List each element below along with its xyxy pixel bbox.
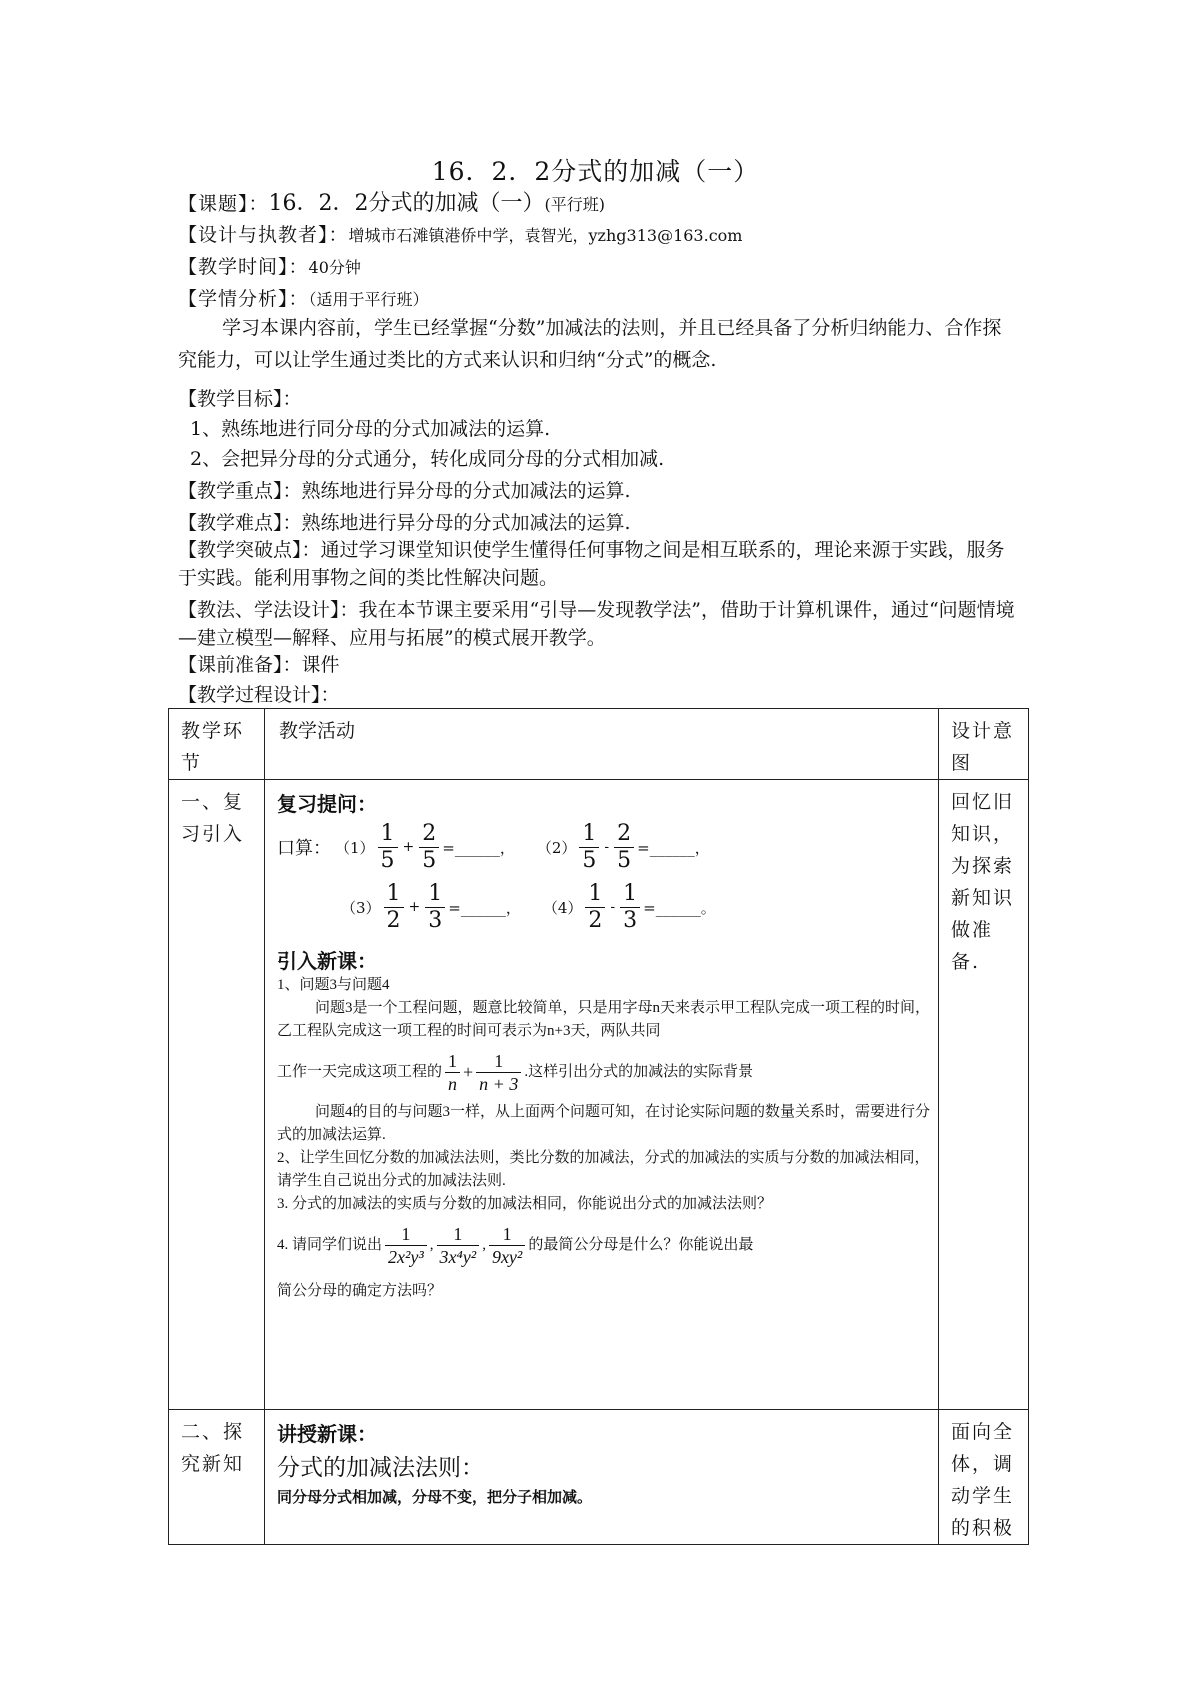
table-row: [169, 1410, 1029, 1545]
teach-heading: 讲授新课：: [277, 1422, 377, 1446]
prep-line: [178, 650, 340, 677]
time-value: 40分钟: [308, 258, 361, 277]
stage-cell: 二、探究新知: [169, 1410, 265, 1545]
frac-den-1: $\frac{1}{\text{2x²y³}}$: [385, 1223, 427, 1268]
rule-text: 同分母分式相加减，分母不变，把分子相加减。: [277, 1488, 593, 1506]
frac-den-3: $\frac{1}{\text{9xy²}}$: [489, 1223, 525, 1268]
intro-p5: 2、让学生回忆分数的加减法法则，类比分数的加减法，分式的加减法的实质与分数的加减法相同，请学生自己说出分式的加减法法则.: [277, 1150, 930, 1189]
topic-value: 16．2．2分式的加减（一）: [268, 191, 545, 216]
breakthrough-value: 通过学习课堂知识使学生懂得任何事物之间是相互联系的，理论来源于实践，服务于实践。能利用事物之间的类比性解决问题。: [178, 539, 1005, 589]
q1-frac-a: $\frac{1}{5}$: [378, 821, 398, 874]
q4-frac-a: $\frac{1}{2}$: [585, 881, 605, 934]
activity-cell: [265, 780, 939, 1410]
stage-cell: 一、复习引入: [169, 780, 265, 1410]
intro-p3: 工作一天完成这项工程的 $\frac{1}{n}$ + $\frac{1}{n + 3}$ .这样引出分式的加减法的实际背景: [277, 1050, 754, 1094]
activity-cell: [265, 1410, 939, 1545]
review-heading: 复习提问：: [277, 792, 377, 816]
table-header-row: [169, 709, 1029, 780]
key-line: [178, 476, 631, 503]
q1-label: （1）: [335, 838, 375, 857]
topic-line: [178, 186, 605, 217]
intro-p1: 1、问题3与问题4: [277, 977, 390, 993]
breakthrough-label: 【教学突破点】：: [178, 539, 321, 561]
q3-frac-b: $\frac{1}{3}$: [425, 881, 445, 934]
frac-den-2: $\frac{1}{\text{3x⁴y²}}$: [437, 1223, 480, 1268]
key-value: 熟练地进行异分母的分式加减法的运算.: [301, 480, 631, 502]
intent-cell: 面向全体，调动学生的积极: [939, 1410, 1029, 1545]
time-line: [178, 252, 361, 279]
oral-row-2: （3） $\frac{1}{2}$ + $\frac{1}{3}$ =______， （4） $\frac{1}{2}$ - $\frac{1}{3}$ =______。: [341, 880, 716, 933]
q2-frac-b: $\frac{2}{5}$: [614, 821, 634, 874]
topic-label: 【课题】：: [178, 193, 269, 215]
analysis-line: [178, 284, 429, 311]
prep-value: 课件: [301, 654, 340, 676]
analysis-note: （适用于平行班）: [308, 290, 429, 309]
q1-frac-b: $\frac{2}{5}$: [419, 821, 439, 874]
analysis-label: 【学情分析】：: [178, 288, 309, 310]
q2-frac-a: $\frac{1}{5}$: [579, 821, 599, 874]
designer-label: 【设计与执教者】：: [178, 224, 349, 246]
q3-tail: =______，: [448, 898, 521, 917]
oral-label: 口算：: [277, 838, 331, 859]
q1-tail: =______，: [442, 838, 515, 857]
key-label: 【教学重点】：: [178, 480, 302, 502]
frac-1-over-n: $\frac{1}{n}$: [445, 1050, 460, 1095]
method-value: 我在本节课主要采用“引导—发现教学法”，借助于计算机课件，通过“问题情境—建立模型—解释、应用与拓展”的模式展开教学。: [178, 599, 1015, 649]
header-cell-stage: 教学环节: [169, 709, 265, 780]
prep-label: 【课前准备】：: [178, 654, 302, 676]
header-cell-activity: 教学活动: [265, 709, 939, 780]
goal-1: 1、熟练地进行同分母的分式加减法的运算.: [190, 418, 551, 440]
designer-value: 增城市石滩镇港侨中学，袁智光，yzhg313@163.com: [348, 226, 743, 245]
goal-2: 2、会把异分母的分式通分，转化成同分母的分式相加减.: [190, 448, 665, 470]
page-title: 16．2．2分式的加减（一）: [431, 157, 760, 186]
time-label: 【教学时间】：: [178, 256, 309, 278]
intro-p8: 简公分母的确定方法吗？: [277, 1283, 443, 1299]
q2-tail: =______，: [637, 838, 710, 857]
goals-label: 【教学目标】：: [178, 388, 302, 410]
q2-label: （2）: [536, 838, 577, 857]
analysis-text: 学习本课内容前，学生已经掌握“分数”加减法的法则，并且已经具备了分析归纳能力、合作探究能力，可以让学生通过类比的方式来认识和归纳“分式”的概念.: [178, 317, 1002, 371]
rule-heading: 分式的加减法法则：: [277, 1455, 484, 1481]
q4-label: （4）: [542, 898, 583, 917]
q3-label: （3）: [341, 898, 381, 917]
frac-1-over-n-plus-3: $\frac{1}{n + 3}$: [476, 1050, 521, 1095]
process-label: 【教学过程设计】：: [178, 684, 340, 706]
intro-p2: 问题3是一个工程问题，题意比较简单，只是用字母n天来表示甲工程队完成一项工程的时间，乙工程队完成这一项工程的时间可表示为n+3天，两队共同: [277, 1000, 931, 1039]
difficulty-value: 熟练地进行异分母的分式加减法的运算.: [301, 512, 631, 534]
method-block: [178, 596, 1020, 652]
header-cell-intent: 设计意图: [939, 709, 1029, 780]
process-table: [168, 708, 1029, 1545]
intro-p7: 4. 请同学们说出 $\frac{1}{\text{2x²y³}}$ , $\frac{1}{\text{3x⁴y²}}$ , $\frac{1}{\text{9xy²}}$ 的最简公分母是什么？你能说出最: [277, 1223, 754, 1267]
q3-frac-a: $\frac{1}{2}$: [384, 881, 404, 934]
intent-cell: 回忆旧知识，为探索新知识做准备.: [939, 780, 1029, 1410]
difficulty-line: [178, 508, 631, 535]
topic-note: (平行班): [544, 195, 606, 214]
q4-tail: =______。: [643, 898, 716, 917]
designer-line: [178, 220, 742, 247]
breakthrough-block: [178, 536, 1020, 592]
intro-p4: 问题4的目的与问题3一样，从上面两个问题可知，在讨论实际问题的数量关系时，需要进行分式的加减法运算.: [277, 1104, 931, 1143]
q4-frac-b: $\frac{1}{3}$: [620, 881, 640, 934]
oral-row-1: 口算： （1） $\frac{1}{5}$ + $\frac{2}{5}$ =______， （2） $\frac{1}{5}$ - $\frac{2}{5}$ =______，: [277, 820, 710, 873]
intro-heading: 引入新课：: [277, 949, 377, 973]
intro-p6: 3. 分式的加减法的实质与分数的加减法相同，你能说出分式的加减法法则？: [277, 1196, 773, 1212]
method-label: 【教法、学法设计】：: [178, 599, 359, 621]
table-row: [169, 780, 1029, 1410]
difficulty-label: 【教学难点】：: [178, 512, 302, 534]
